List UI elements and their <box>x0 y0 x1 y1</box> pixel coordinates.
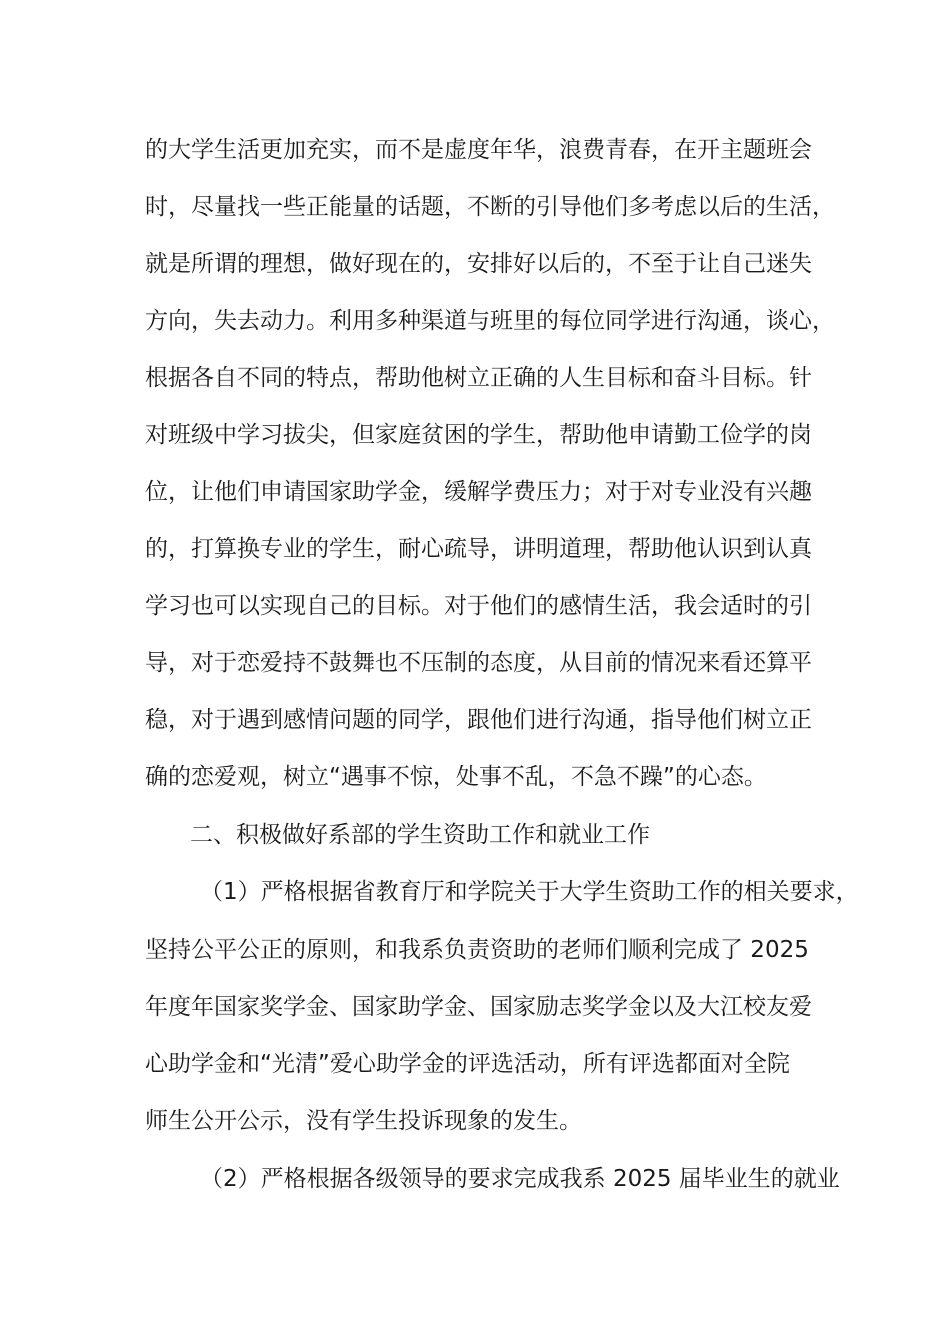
paragraph-line: 就是所谓的理想，做好现在的，安排好以后的，不至于让自己迷失 <box>145 251 812 277</box>
item-1-line: 坚持公平公正的原则，和我系负责资助的老师们顺利完成了 2025 <box>145 937 809 963</box>
paragraph-line: 学习也可以实现自己的目标。对于他们的感情生活，我会适时的引 <box>145 593 812 619</box>
paragraph-line: 对班级中学习拔尖，但家庭贫困的学生，帮助他申请勤工俭学的岗 <box>145 422 812 448</box>
paragraph-line: 位，让他们申请国家助学金，缓解学费压力；对于对专业没有兴趣 <box>145 479 812 505</box>
paragraph-line: 导，对于恋爱持不鼓舞也不压制的态度，从目前的情况来看还算平 <box>145 650 812 676</box>
paragraph-line: 的大学生活更加充实，而不是虚度年华，浪费青春，在开主题班会 <box>145 137 812 163</box>
section-heading: 二、积极做好系部的学生资助工作和就业工作 <box>190 822 650 848</box>
paragraph-line: 根据各自不同的特点，帮助他树立正确的人生目标和奋斗目标。针 <box>145 365 812 391</box>
item-2-first-line: （2）严格根据各级领导的要求完成我系 2025 届毕业生的就业 <box>200 1166 840 1192</box>
item-1-line: 师生公开公示，没有学生投诉现象的发生。 <box>145 1108 582 1134</box>
paragraph-line: 的，打算换专业的学生，耐心疏导，讲明道理，帮助他认识到认真 <box>145 536 812 562</box>
paragraph-line: 方向，失去动力。利用多种渠道与班里的每位同学进行沟通，谈心， <box>145 308 835 334</box>
item-1-line: 心助学金和“光清”爱心助学金的评选活动，所有评选都面对全院 <box>145 1051 790 1077</box>
paragraph-line: 稳，对于遇到感情问题的同学，跟他们进行沟通，指导他们树立正 <box>145 707 812 733</box>
item-1-line: 年度年国家奖学金、国家助学金、国家励志奖学金以及大江校友爱 <box>145 994 812 1020</box>
paragraph-line: 确的恋爱观，树立“遇事不惊，处事不乱，不急不躁”的心态。 <box>145 764 767 790</box>
paragraph-line: 时，尽量找一些正能量的话题，不断的引导他们多考虑以后的生活， <box>145 194 835 220</box>
item-1-first-line: （1）严格根据省教育厅和学院关于大学生资助工作的相关要求， <box>200 879 859 905</box>
